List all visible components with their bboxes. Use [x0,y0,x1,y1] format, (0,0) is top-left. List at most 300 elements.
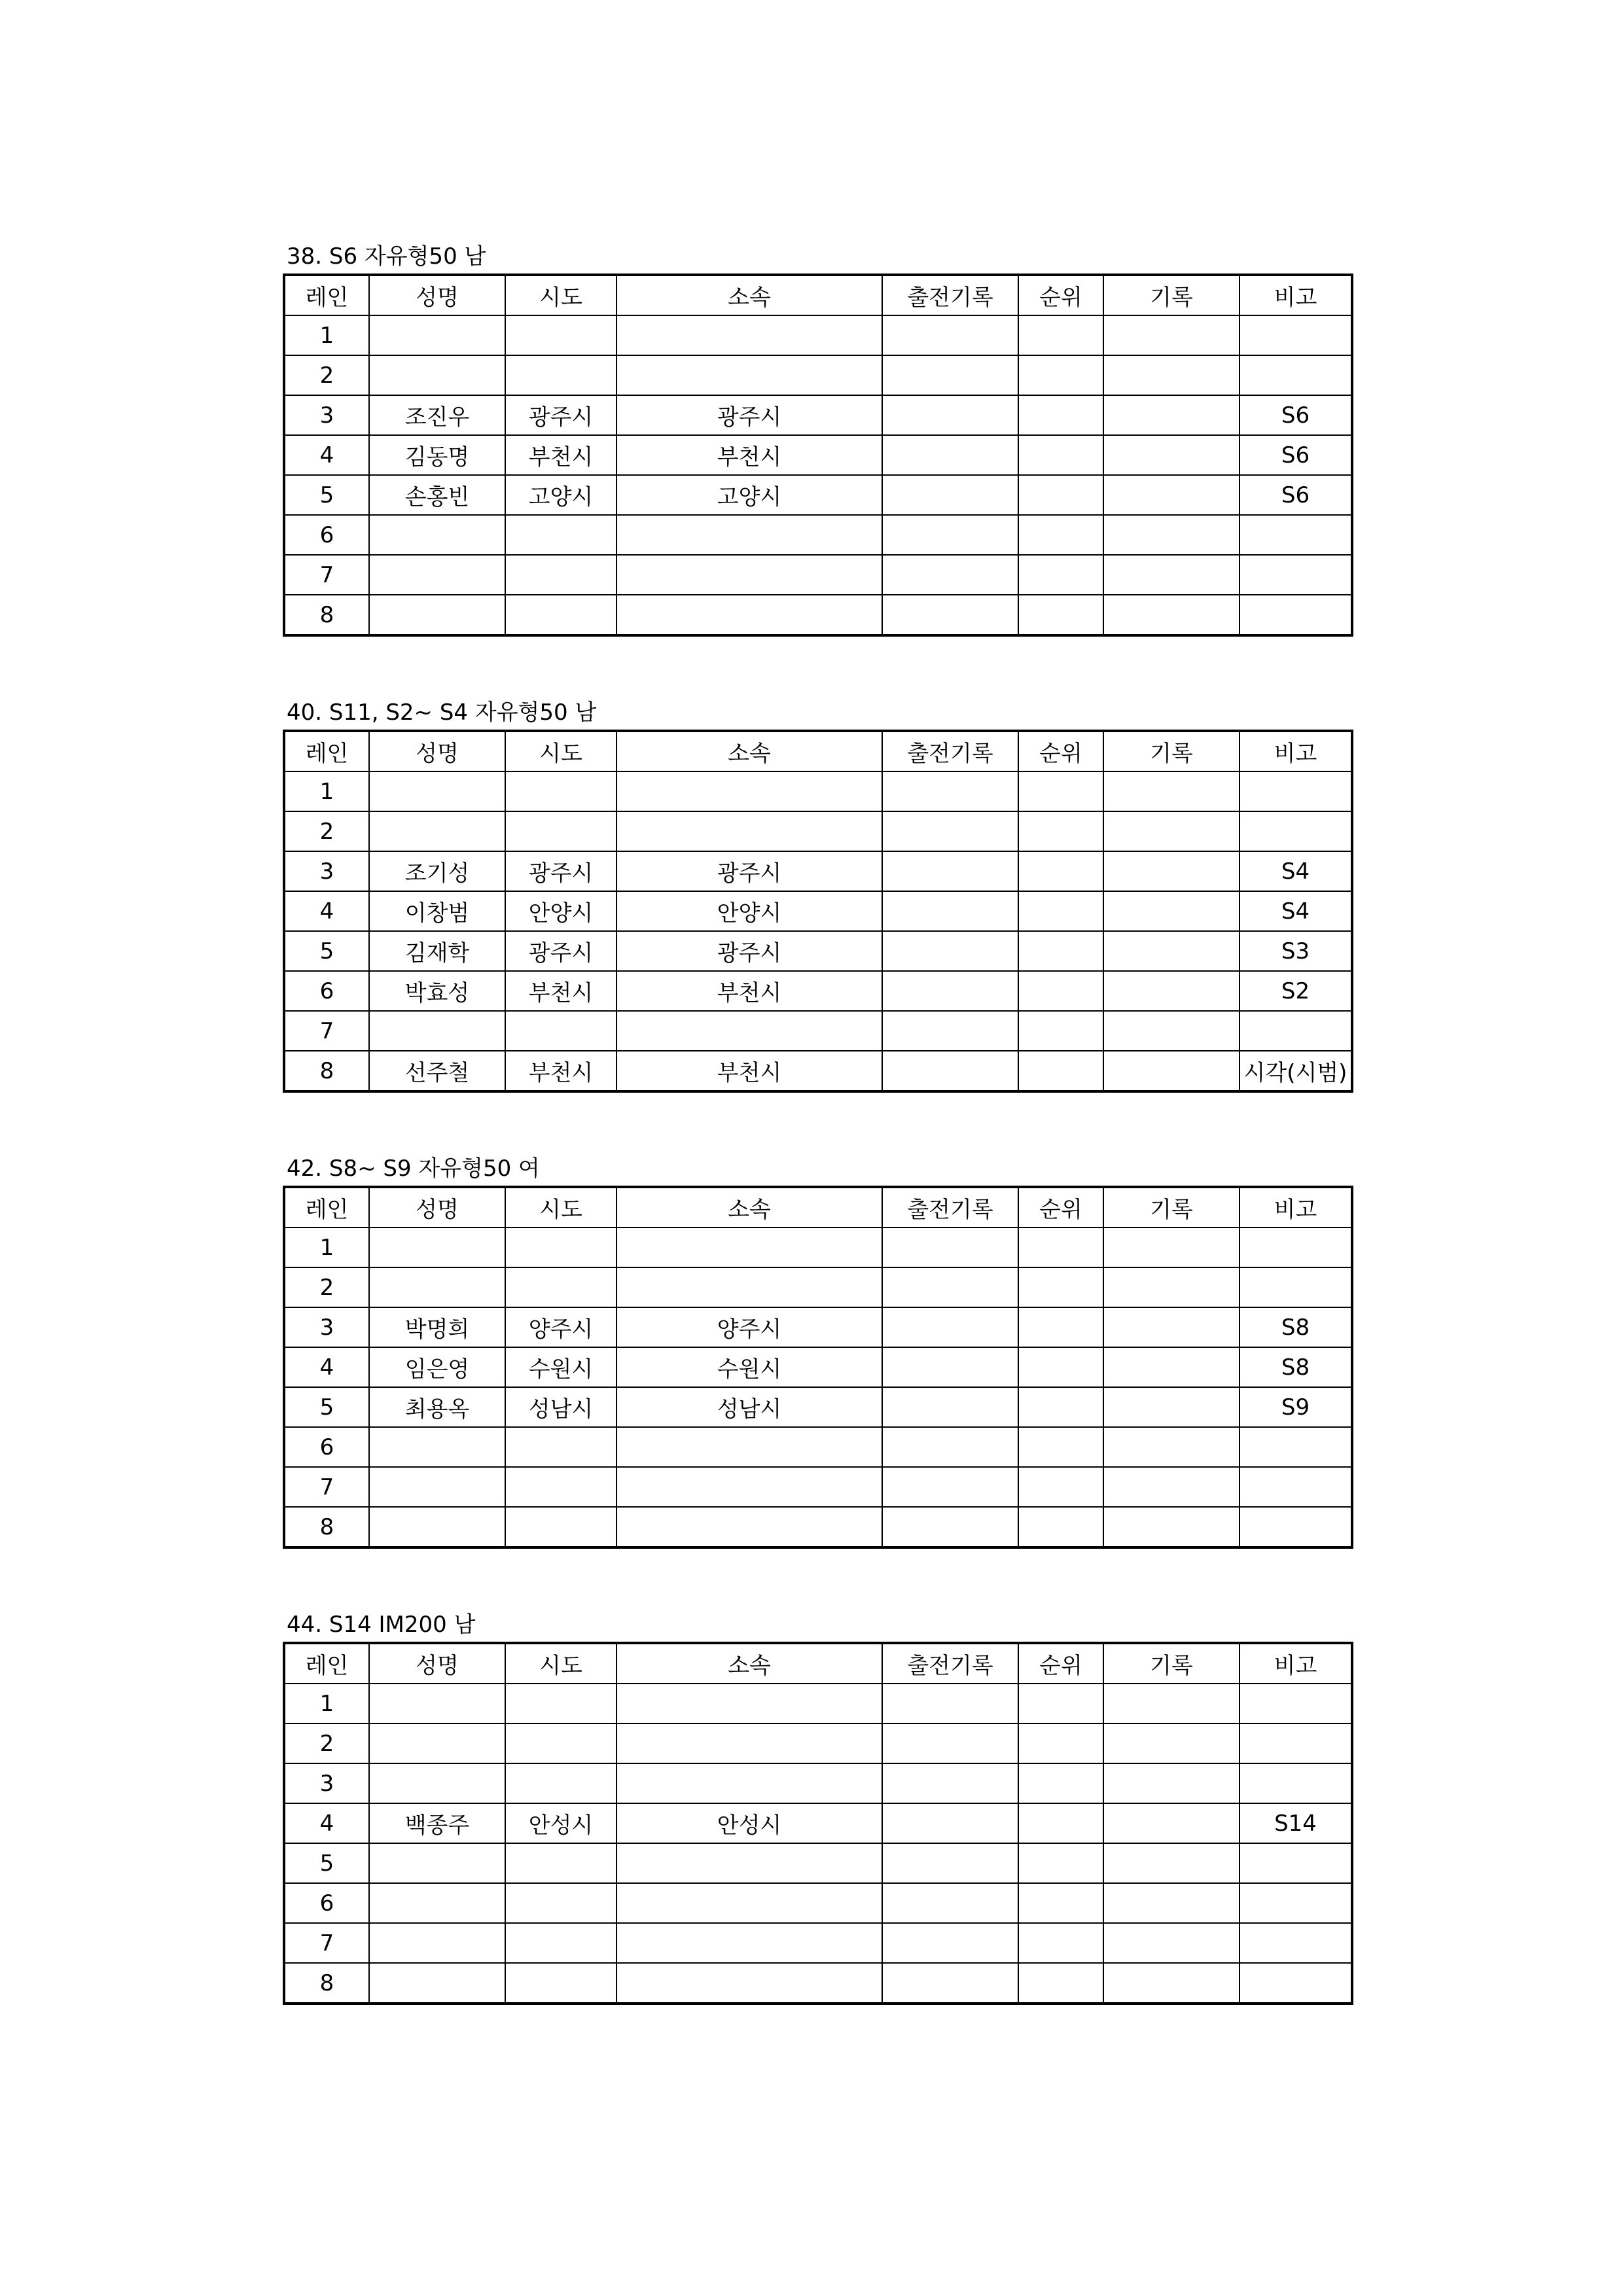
table-row [284,1963,1352,2004]
header-row [284,1643,1352,1684]
entry-record-cell [882,1763,1018,1803]
record-cell [1103,1883,1240,1923]
table-row [284,1467,1352,1507]
entry-record-cell [882,475,1018,515]
city-cell [505,595,616,635]
header-row [284,731,1352,771]
name-cell: 선주철 [369,1051,505,1091]
note-cell: S2 [1240,971,1352,1011]
heat-table [283,730,1353,1093]
table-row [284,811,1352,851]
record-cell [1103,1803,1240,1843]
affiliation-cell: 부천시 [616,971,882,1011]
rank-cell [1018,931,1103,971]
note-cell [1240,771,1352,811]
table-row [284,315,1352,355]
table-row [284,1307,1352,1347]
city-cell [505,355,616,395]
city-cell [505,1267,616,1307]
name-cell [369,555,505,595]
name-cell: 손홍빈 [369,475,505,515]
table-row [284,435,1352,475]
city-cell [505,1763,616,1803]
lane-cell: 3 [284,851,369,891]
name-cell: 이창범 [369,891,505,931]
note-cell: 시각(시범) [1240,1051,1352,1091]
name-cell: 박명희 [369,1307,505,1347]
city-cell [505,1723,616,1763]
event-title: 44. S14 IM200 남 [287,1612,476,1638]
note-cell [1240,1011,1352,1051]
record-cell [1103,931,1240,971]
affiliation-cell: 광주시 [616,395,882,435]
lane-cell: 6 [284,1427,369,1467]
record-cell [1103,1963,1240,2004]
rank-cell [1018,1803,1103,1843]
column-header-affiliation: 소속 [616,731,882,771]
note-cell: S8 [1240,1307,1352,1347]
name-cell [369,1883,505,1923]
record-cell [1103,1347,1240,1387]
entry-record-cell [882,595,1018,635]
name-cell: 임은영 [369,1347,505,1387]
rank-cell [1018,971,1103,1011]
note-cell [1240,595,1352,635]
name-cell [369,1267,505,1307]
name-cell: 박효성 [369,971,505,1011]
name-cell: 김재학 [369,931,505,971]
rank-cell [1018,435,1103,475]
column-header-name: 성명 [369,275,505,315]
record-cell [1103,1923,1240,1963]
affiliation-cell: 수원시 [616,1347,882,1387]
column-header-lane: 레인 [284,275,369,315]
rank-cell [1018,595,1103,635]
record-cell [1103,771,1240,811]
entry-record-cell [882,1723,1018,1763]
affiliation-cell [616,355,882,395]
affiliation-cell [616,1963,882,2004]
column-header-entry-record: 출전기록 [882,731,1018,771]
lane-cell: 8 [284,1963,369,2004]
city-cell [505,1011,616,1051]
note-cell [1240,1723,1352,1763]
lane-cell: 6 [284,971,369,1011]
entry-record-cell [882,395,1018,435]
lane-cell: 1 [284,1684,369,1723]
event-title: 40. S11, S2~ S4 자유형50 남 [287,699,597,726]
lane-cell: 2 [284,811,369,851]
entry-record-cell [882,1843,1018,1883]
note-cell [1240,1843,1352,1883]
record-cell [1103,851,1240,891]
rank-cell [1018,1684,1103,1723]
lane-cell: 4 [284,1803,369,1843]
table-row [284,1923,1352,1963]
rank-cell [1018,315,1103,355]
lane-cell: 1 [284,771,369,811]
note-cell: S8 [1240,1347,1352,1387]
entry-record-cell [882,1467,1018,1507]
table-row [284,1347,1352,1387]
entry-record-cell [882,1387,1018,1427]
rank-cell [1018,1467,1103,1507]
affiliation-cell: 부천시 [616,435,882,475]
table-row [284,515,1352,555]
lane-cell: 3 [284,1307,369,1347]
city-cell [505,1963,616,2004]
name-cell [369,515,505,555]
record-cell [1103,1843,1240,1883]
entry-record-cell [882,1803,1018,1843]
entry-record-cell [882,1267,1018,1307]
city-cell [505,1227,616,1267]
rank-cell [1018,475,1103,515]
rank-cell [1018,771,1103,811]
note-cell: S4 [1240,891,1352,931]
column-header-affiliation: 소속 [616,1643,882,1684]
name-cell [369,1923,505,1963]
entry-record-cell [882,1347,1018,1387]
affiliation-cell [616,1923,882,1963]
city-cell [505,811,616,851]
entry-record-cell [882,811,1018,851]
record-cell [1103,1051,1240,1091]
affiliation-cell: 고양시 [616,475,882,515]
note-cell [1240,1963,1352,2004]
rank-cell [1018,1011,1103,1051]
entry-record-cell [882,1227,1018,1267]
affiliation-cell: 안성시 [616,1803,882,1843]
table-row [284,1507,1352,1547]
name-cell: 최용옥 [369,1387,505,1427]
record-cell [1103,595,1240,635]
affiliation-cell [616,315,882,355]
lane-cell: 4 [284,891,369,931]
column-header-record: 기록 [1103,1187,1240,1227]
note-cell [1240,1923,1352,1963]
note-cell: S3 [1240,931,1352,971]
city-cell: 광주시 [505,851,616,891]
name-cell [369,1427,505,1467]
column-header-city: 시도 [505,1643,616,1684]
column-header-lane: 레인 [284,1643,369,1684]
rank-cell [1018,811,1103,851]
column-header-rank: 순위 [1018,1643,1103,1684]
lane-cell: 2 [284,1267,369,1307]
entry-record-cell [882,771,1018,811]
table-row [284,1427,1352,1467]
affiliation-cell: 안양시 [616,891,882,931]
lane-cell: 5 [284,475,369,515]
lane-cell: 7 [284,1011,369,1051]
heat-table [283,274,1353,637]
entry-record-cell [882,1307,1018,1347]
event-section [283,1608,1351,2005]
lane-cell: 8 [284,1051,369,1091]
column-header-lane: 레인 [284,731,369,771]
name-cell: 백종주 [369,1803,505,1843]
affiliation-cell [616,1507,882,1547]
lane-cell: 5 [284,1843,369,1883]
affiliation-cell [616,1843,882,1883]
lane-cell: 7 [284,1923,369,1963]
city-cell [505,1923,616,1963]
name-cell [369,355,505,395]
column-header-note: 비고 [1240,1187,1352,1227]
affiliation-cell: 광주시 [616,931,882,971]
note-cell: S6 [1240,395,1352,435]
record-cell [1103,1227,1240,1267]
name-cell [369,315,505,355]
column-header-name: 성명 [369,1643,505,1684]
affiliation-cell [616,595,882,635]
column-header-rank: 순위 [1018,731,1103,771]
column-header-city: 시도 [505,275,616,315]
city-cell: 양주시 [505,1307,616,1347]
record-cell [1103,1723,1240,1763]
city-cell [505,771,616,811]
city-cell [505,1427,616,1467]
affiliation-cell [616,1427,882,1467]
entry-record-cell [882,1883,1018,1923]
note-cell [1240,1227,1352,1267]
entry-record-cell [882,1011,1018,1051]
city-cell: 광주시 [505,395,616,435]
affiliation-cell [616,1723,882,1763]
name-cell [369,1507,505,1547]
entry-record-cell [882,1507,1018,1547]
table-row [284,555,1352,595]
affiliation-cell [616,1763,882,1803]
event-title: 42. S8~ S9 자유형50 여 [287,1156,540,1182]
name-cell: 조기성 [369,851,505,891]
table-row [284,771,1352,811]
record-cell [1103,1307,1240,1347]
note-cell: S9 [1240,1387,1352,1427]
table-row [284,1051,1352,1091]
lane-cell: 5 [284,1387,369,1427]
column-header-entry-record: 출전기록 [882,1187,1018,1227]
column-header-record: 기록 [1103,731,1240,771]
rank-cell [1018,555,1103,595]
affiliation-cell [616,1467,882,1507]
note-cell [1240,1883,1352,1923]
note-cell [1240,355,1352,395]
city-cell: 안성시 [505,1803,616,1843]
lane-cell: 7 [284,555,369,595]
record-cell [1103,1267,1240,1307]
table-row [284,1843,1352,1883]
record-cell [1103,811,1240,851]
column-header-rank: 순위 [1018,275,1103,315]
record-cell [1103,971,1240,1011]
rank-cell [1018,1227,1103,1267]
rank-cell [1018,1883,1103,1923]
affiliation-cell [616,1227,882,1267]
city-cell: 부천시 [505,435,616,475]
affiliation-cell [616,771,882,811]
entry-record-cell [882,555,1018,595]
name-cell [369,1763,505,1803]
city-cell: 안양시 [505,891,616,931]
table-row [284,475,1352,515]
rank-cell [1018,1923,1103,1963]
record-cell [1103,1684,1240,1723]
city-cell: 고양시 [505,475,616,515]
rank-cell [1018,1723,1103,1763]
note-cell [1240,1684,1352,1723]
lane-cell: 4 [284,1347,369,1387]
city-cell [505,1684,616,1723]
record-cell [1103,515,1240,555]
affiliation-cell [616,811,882,851]
rank-cell [1018,1963,1103,2004]
lane-cell: 5 [284,931,369,971]
note-cell [1240,515,1352,555]
name-cell [369,1684,505,1723]
city-cell [505,555,616,595]
affiliation-cell: 성남시 [616,1387,882,1427]
lane-cell: 8 [284,1507,369,1547]
city-cell: 광주시 [505,931,616,971]
name-cell: 조진우 [369,395,505,435]
rank-cell [1018,1387,1103,1427]
lane-cell: 2 [284,355,369,395]
name-cell [369,1227,505,1267]
table-row [284,1723,1352,1763]
rank-cell [1018,1051,1103,1091]
lane-cell: 1 [284,315,369,355]
entry-record-cell [882,515,1018,555]
entry-record-cell [882,1051,1018,1091]
city-cell: 성남시 [505,1387,616,1427]
note-cell [1240,1427,1352,1467]
lane-cell: 4 [284,435,369,475]
header-row [284,1187,1352,1227]
column-header-name: 성명 [369,1187,505,1227]
affiliation-cell [616,1267,882,1307]
city-cell [505,515,616,555]
heat-table [283,1642,1353,2005]
affiliation-cell: 광주시 [616,851,882,891]
column-header-entry-record: 출전기록 [882,275,1018,315]
table-row [284,355,1352,395]
city-cell: 수원시 [505,1347,616,1387]
lane-cell: 7 [284,1467,369,1507]
affiliation-cell [616,1011,882,1051]
table-row [284,1803,1352,1843]
table-row [284,971,1352,1011]
column-header-affiliation: 소속 [616,275,882,315]
column-header-lane: 레인 [284,1187,369,1227]
table-row [284,891,1352,931]
column-header-city: 시도 [505,731,616,771]
rank-cell [1018,1307,1103,1347]
note-cell: S4 [1240,851,1352,891]
affiliation-cell [616,555,882,595]
record-cell [1103,1507,1240,1547]
table-row [284,1883,1352,1923]
rank-cell [1018,355,1103,395]
record-cell [1103,1011,1240,1051]
note-cell [1240,555,1352,595]
rank-cell [1018,1427,1103,1467]
header-row [284,275,1352,315]
table-row [284,851,1352,891]
entry-record-cell [882,1923,1018,1963]
record-cell [1103,315,1240,355]
rank-cell [1018,851,1103,891]
affiliation-cell [616,1883,882,1923]
city-cell [505,1507,616,1547]
lane-cell: 8 [284,595,369,635]
column-header-entry-record: 출전기록 [882,1643,1018,1684]
lane-cell: 6 [284,1883,369,1923]
record-cell [1103,435,1240,475]
name-cell [369,1011,505,1051]
record-cell [1103,1387,1240,1427]
note-cell: S6 [1240,475,1352,515]
note-cell [1240,1267,1352,1307]
rank-cell [1018,1507,1103,1547]
name-cell [369,1467,505,1507]
note-cell [1240,1467,1352,1507]
rank-cell [1018,891,1103,931]
entry-record-cell [882,435,1018,475]
city-cell [505,1467,616,1507]
heat-table [283,1186,1353,1549]
table-row [284,595,1352,635]
rank-cell [1018,1843,1103,1883]
table-row [284,1011,1352,1051]
column-header-record: 기록 [1103,1643,1240,1684]
table-row [284,1684,1352,1723]
entry-record-cell [882,851,1018,891]
lane-cell: 3 [284,1763,369,1803]
record-cell [1103,475,1240,515]
city-cell [505,315,616,355]
lane-cell: 3 [284,395,369,435]
affiliation-cell: 양주시 [616,1307,882,1347]
table-row [284,1267,1352,1307]
city-cell: 부천시 [505,971,616,1011]
note-cell: S14 [1240,1803,1352,1843]
note-cell: S6 [1240,435,1352,475]
note-cell [1240,315,1352,355]
column-header-affiliation: 소속 [616,1187,882,1227]
record-cell [1103,1763,1240,1803]
name-cell [369,771,505,811]
name-cell [369,1723,505,1763]
note-cell [1240,1507,1352,1547]
affiliation-cell [616,515,882,555]
entry-record-cell [882,931,1018,971]
column-header-city: 시도 [505,1187,616,1227]
event-section [283,239,1351,637]
city-cell [505,1843,616,1883]
rank-cell [1018,1267,1103,1307]
table-row [284,1227,1352,1267]
record-cell [1103,555,1240,595]
entry-record-cell [882,1963,1018,2004]
event-section [283,1152,1351,1549]
name-cell [369,595,505,635]
lane-cell: 1 [284,1227,369,1267]
column-header-record: 기록 [1103,275,1240,315]
column-header-name: 성명 [369,731,505,771]
event-section [283,696,1351,1093]
